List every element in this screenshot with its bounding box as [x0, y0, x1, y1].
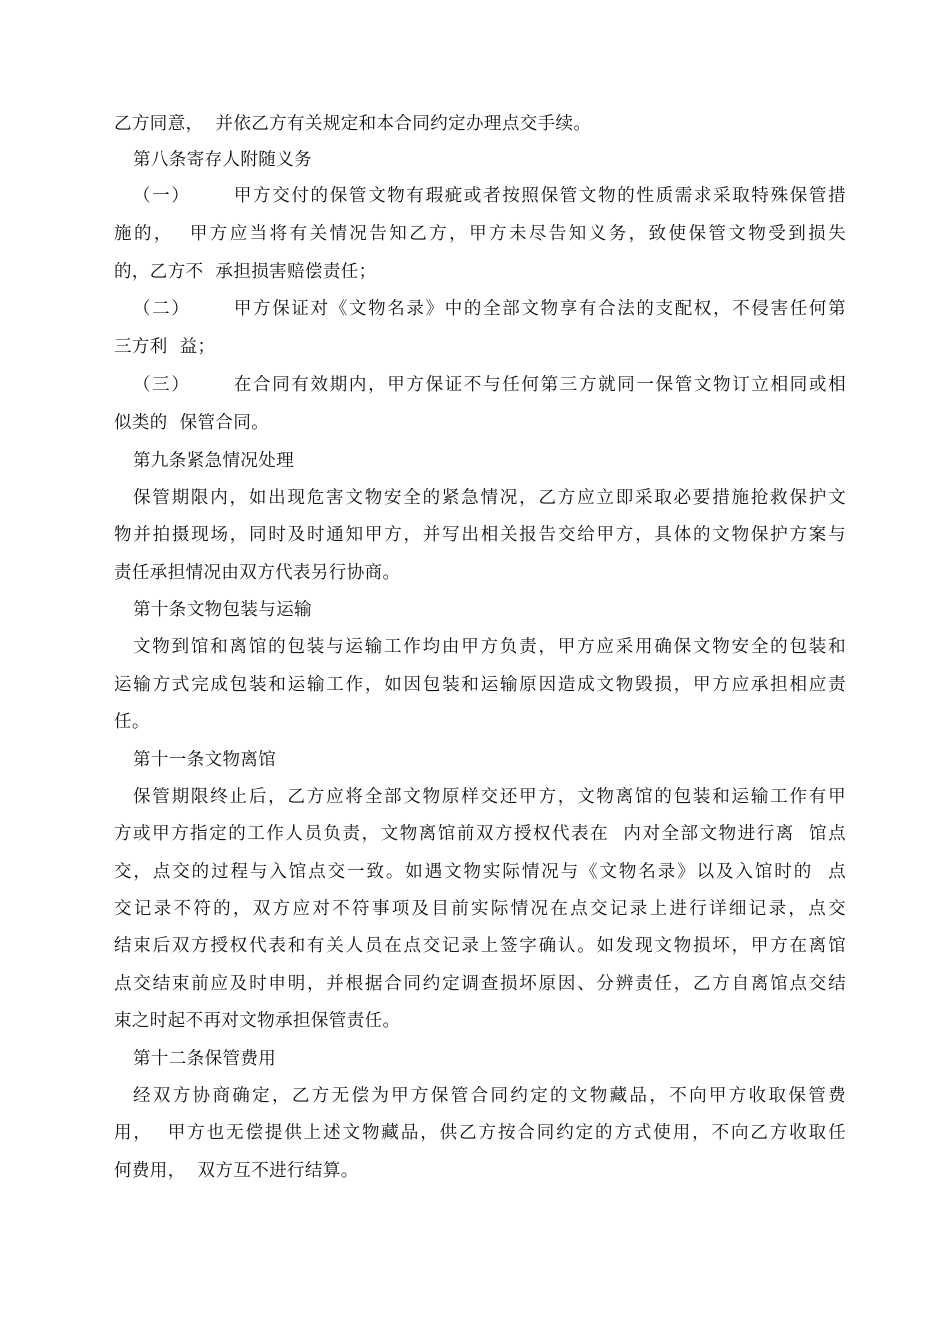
text-line: 运输方式完成包装和运输工作，如因包装和运输原因造成文物毁损，甲方应承担相应责 [114, 675, 846, 695]
text-line: （三） 在合同有效期内，甲方保证不与任何第三方就同一保管文物订立相同或相 [133, 375, 846, 395]
text-line: 似类的 保管合同。 [114, 413, 270, 433]
text-line: 结束后双方授权代表和有关人员在点交记录上签字确认。如发现文物损坏，甲方在离馆 [114, 936, 846, 956]
text-line: 经双方协商确定，乙方无偿为甲方保管合同约定的文物藏品，不向甲方收取保管费 [133, 1086, 846, 1106]
text-line: 责任承担情况由双方代表另行协商。 [114, 563, 401, 583]
text-line: 任。 [114, 712, 150, 732]
text-line: 交，点交的过程与入馆点交一致。如遇文物实际情况与《文物名录》以及入馆时的 点 [114, 862, 846, 882]
text-line: 用， 甲方也无偿提供上述文物藏品，供乙方按合同约定的方式使用，不向乙方收取任 [114, 1123, 846, 1143]
text-line: 三方利 益； [114, 337, 216, 357]
article-heading: 第九条紧急情况处理 [133, 451, 295, 471]
text-line: 施的， 甲方应当将有关情况告知乙方，甲方未尽告知义务，致使保管文物受到损失 [114, 224, 846, 244]
text-line: 点交结束前应及时申明，并根据合同约定调查损坏原因、分辨责任，乙方自离馆点交结 [114, 974, 846, 994]
text-line: 何费用， 双方互不进行结算。 [114, 1161, 359, 1181]
article-heading: 第十条文物包装与运输 [133, 600, 312, 620]
article-heading: 第十二条保管费用 [133, 1049, 277, 1069]
text-line: 保管期限终止后，乙方应将全部文物原样交还甲方，文物离馆的包装和运输工作有甲 [133, 787, 846, 807]
text-line: 的，乙方不 承担损害赔偿责任； [114, 262, 377, 282]
text-line: 文物到馆和离馆的包装与运输工作均由甲方负责，甲方应采用确保文物安全的包装和 [133, 637, 846, 657]
text-line: 交记录不符的，双方应对不符事项及目前实际情况在点交记录上进行详细记录，点交 [114, 899, 846, 919]
text-line: 束之时起不再对文物承担保管责任。 [114, 1011, 401, 1031]
text-line: 乙方同意， 并依乙方有关规定和本合同约定办理点交手续。 [114, 114, 592, 134]
text-line: 方或甲方指定的工作人员负责，文物离馆前双方授权代表在 内对全部文物进行离 馆点 [114, 824, 846, 844]
text-line: （二） 甲方保证对《文物名录》中的全部文物享有合法的支配权，不侵害任何第 [133, 299, 846, 319]
text-line: 保管期限内，如出现危害文物安全的紧急情况，乙方应立即采取必要措施抢救保护文 [133, 488, 846, 508]
text-line: （一） 甲方交付的保管文物有瑕疵或者按照保管文物的性质需求采取特殊保管措 [133, 186, 846, 206]
article-heading: 第八条寄存人附随义务 [133, 150, 312, 170]
article-heading: 第十一条文物离馆 [133, 750, 277, 770]
text-line: 物并拍摄现场，同时及时通知甲方，并写出相关报告交给甲方，具体的文物保护方案与 [114, 525, 846, 545]
